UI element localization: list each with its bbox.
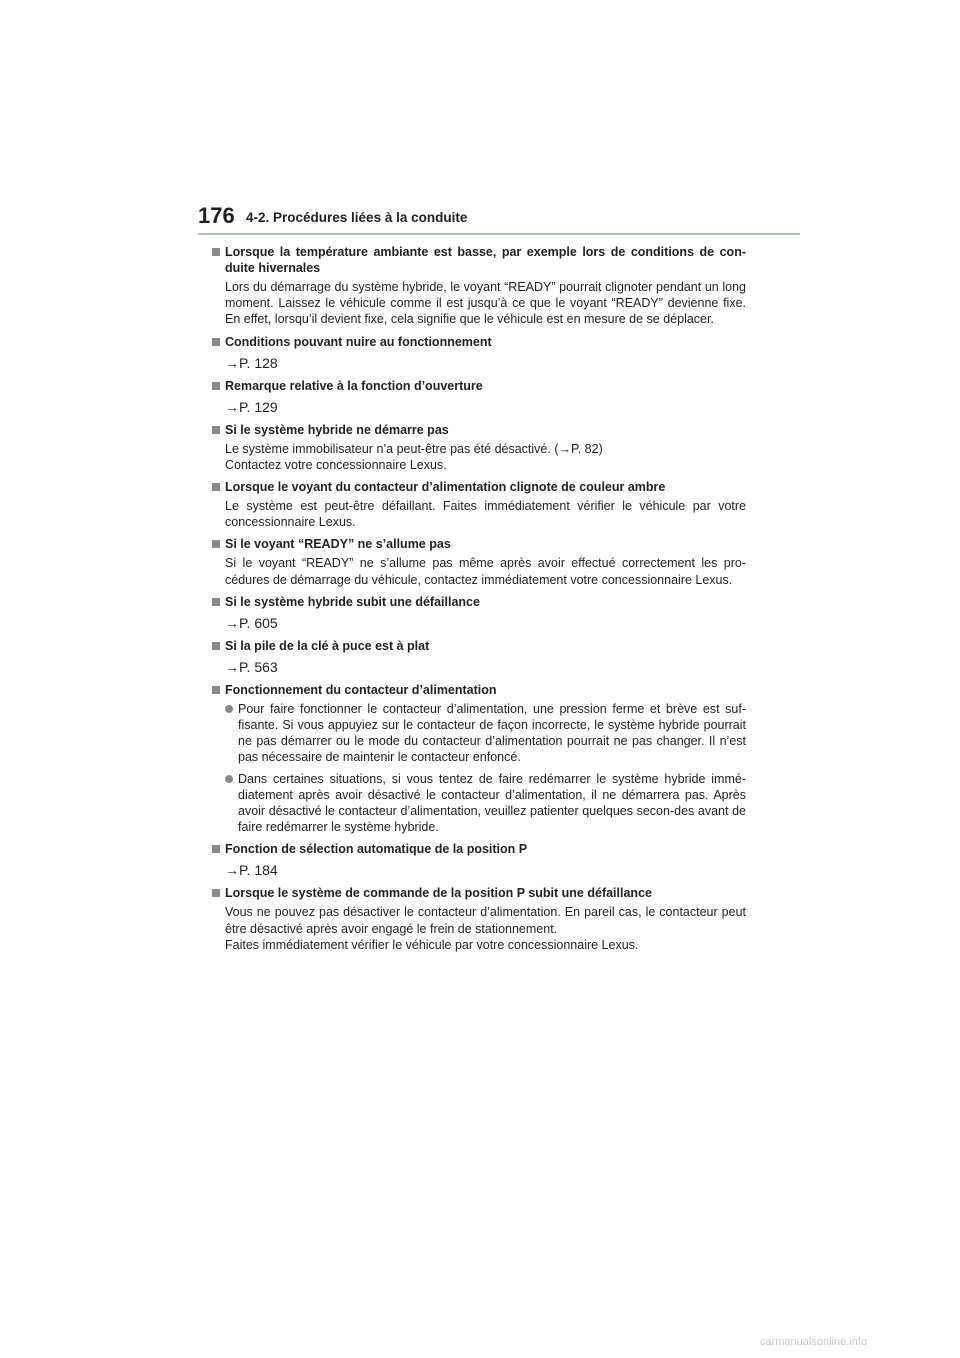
- section-body: [212, 441, 746, 473]
- section-hybrid-no-start: [212, 422, 746, 473]
- section-power-switch-operation: [212, 682, 746, 836]
- section-heading: Remarque relative à la fonction d’ouverture: [212, 378, 746, 394]
- section-key-battery: [212, 638, 746, 676]
- square-bullet-icon: [212, 382, 220, 390]
- page-number: 176: [198, 203, 235, 228]
- square-bullet-icon: [212, 889, 220, 897]
- page-reference-link[interactable]: →P. 563: [225, 658, 278, 675]
- square-bullet-icon: [212, 338, 220, 346]
- list-item: Pour faire fonctionner le contacteur d’alimentation, une pression ferme et brève est suf-fisante. Si vous appuyiez sur le contacteur de façon incorrecte, le système hybride pourrait ne pas démarrer ou le mode du contacteur d’alimentation pourrait ne pas changer. Il n’est pas nécessaire de maintenir le contacteur enfoncé.: [212, 701, 746, 766]
- section-body: Le système est peut-être défaillant. Faites immédiatement vérifier le véhicule par votre concessionnaire Lexus.: [225, 499, 746, 530]
- square-bullet-icon: [212, 540, 220, 548]
- section-body: Si le voyant “READY” ne s’allume pas même après avoir effectué correctement les pro-cédures de démarrage du véhicule, contactez immédiatement votre concessionnaire Lexus.: [225, 556, 746, 587]
- square-bullet-icon: [212, 248, 220, 256]
- section-body: Lors du démarrage du système hybride, le voyant “READY” pourrait clignoter pendant un long moment. Laissez le véhicule comme il est jusqu’à ce que le voyant “READY” devienne fixe. En effet, lorsqu’il devient fixe, cela signifie que le véhicule est en mesure de se déplacer.: [225, 280, 746, 327]
- page-reference-link[interactable]: →P. 129: [225, 398, 278, 415]
- page-content: [212, 244, 746, 959]
- section-heading: Lorsque le système de commande de la position P subit une défaillance: [212, 885, 746, 901]
- body-line: Le système immobilisateur n’a peut-être pas été désactivé. (→P. 82): [225, 441, 603, 456]
- section-operating-conditions: [212, 334, 746, 372]
- section-ready-off: [212, 536, 746, 587]
- square-bullet-icon: [212, 845, 220, 853]
- square-bullet-icon: [212, 426, 220, 434]
- page-reference-link[interactable]: →P. 128: [225, 354, 278, 371]
- body-line: Vous ne pouvez pas désactiver le contacteur d’alimentation. En pareil cas, le contacteur peut être désactivé après avoir engagé le frein de stationnement.: [225, 905, 746, 936]
- section-auto-p-position: [212, 841, 746, 879]
- page-header: [198, 203, 800, 235]
- round-bullet-icon: [225, 705, 233, 713]
- section-heading: Fonction de sélection automatique de la position P: [212, 841, 746, 857]
- page-reference-link[interactable]: →P. 605: [225, 614, 278, 631]
- round-bullet-icon: [225, 775, 233, 783]
- section-amber-indicator: [212, 479, 746, 530]
- section-heading: Lorsque la température ambiante est basse, par exemple lors de conditions de con-duite hivernales: [212, 244, 746, 276]
- section-cold-weather: [212, 244, 746, 328]
- section-title: 4-2. Procédures liées à la conduite: [246, 210, 468, 225]
- body-line: Contactez votre concessionnaire Lexus.: [225, 457, 447, 472]
- section-p-position-failure: [212, 885, 746, 953]
- section-heading: Si le système hybride ne démarre pas: [212, 422, 746, 438]
- list-item: Dans certaines situations, si vous tentez de faire redémarrer le système hybride immé-diatement après avoir désactivé le contacteur d’alimentation, il ne démarrera pas. Après avoir désactivé le contacteur d’alimentation, veuillez patienter quelques secon-des avant de faire redémarrer le système hybride.: [212, 771, 746, 836]
- watermark: carmanualsonline.info: [760, 1336, 868, 1348]
- section-heading: Fonctionnement du contacteur d’alimentation: [212, 682, 746, 698]
- page-reference-link[interactable]: →P. 184: [225, 862, 278, 879]
- square-bullet-icon: [212, 642, 220, 650]
- section-heading: Conditions pouvant nuire au fonctionnement: [212, 334, 746, 350]
- square-bullet-icon: [212, 483, 220, 491]
- section-heading: Si la pile de la clé à puce est à plat: [212, 638, 746, 654]
- section-heading: Lorsque le voyant du contacteur d’alimentation clignote de couleur ambre: [212, 479, 746, 495]
- square-bullet-icon: [212, 686, 220, 694]
- section-heading: Si le voyant “READY” ne s’allume pas: [212, 536, 746, 552]
- square-bullet-icon: [212, 598, 220, 606]
- body-line: Faites immédiatement vérifier le véhicule par votre concessionnaire Lexus.: [225, 937, 639, 952]
- section-hybrid-failure: [212, 594, 746, 632]
- section-body: [212, 904, 746, 953]
- section-unlock-note: [212, 378, 746, 416]
- section-heading: Si le système hybride subit une défaillance: [212, 594, 746, 610]
